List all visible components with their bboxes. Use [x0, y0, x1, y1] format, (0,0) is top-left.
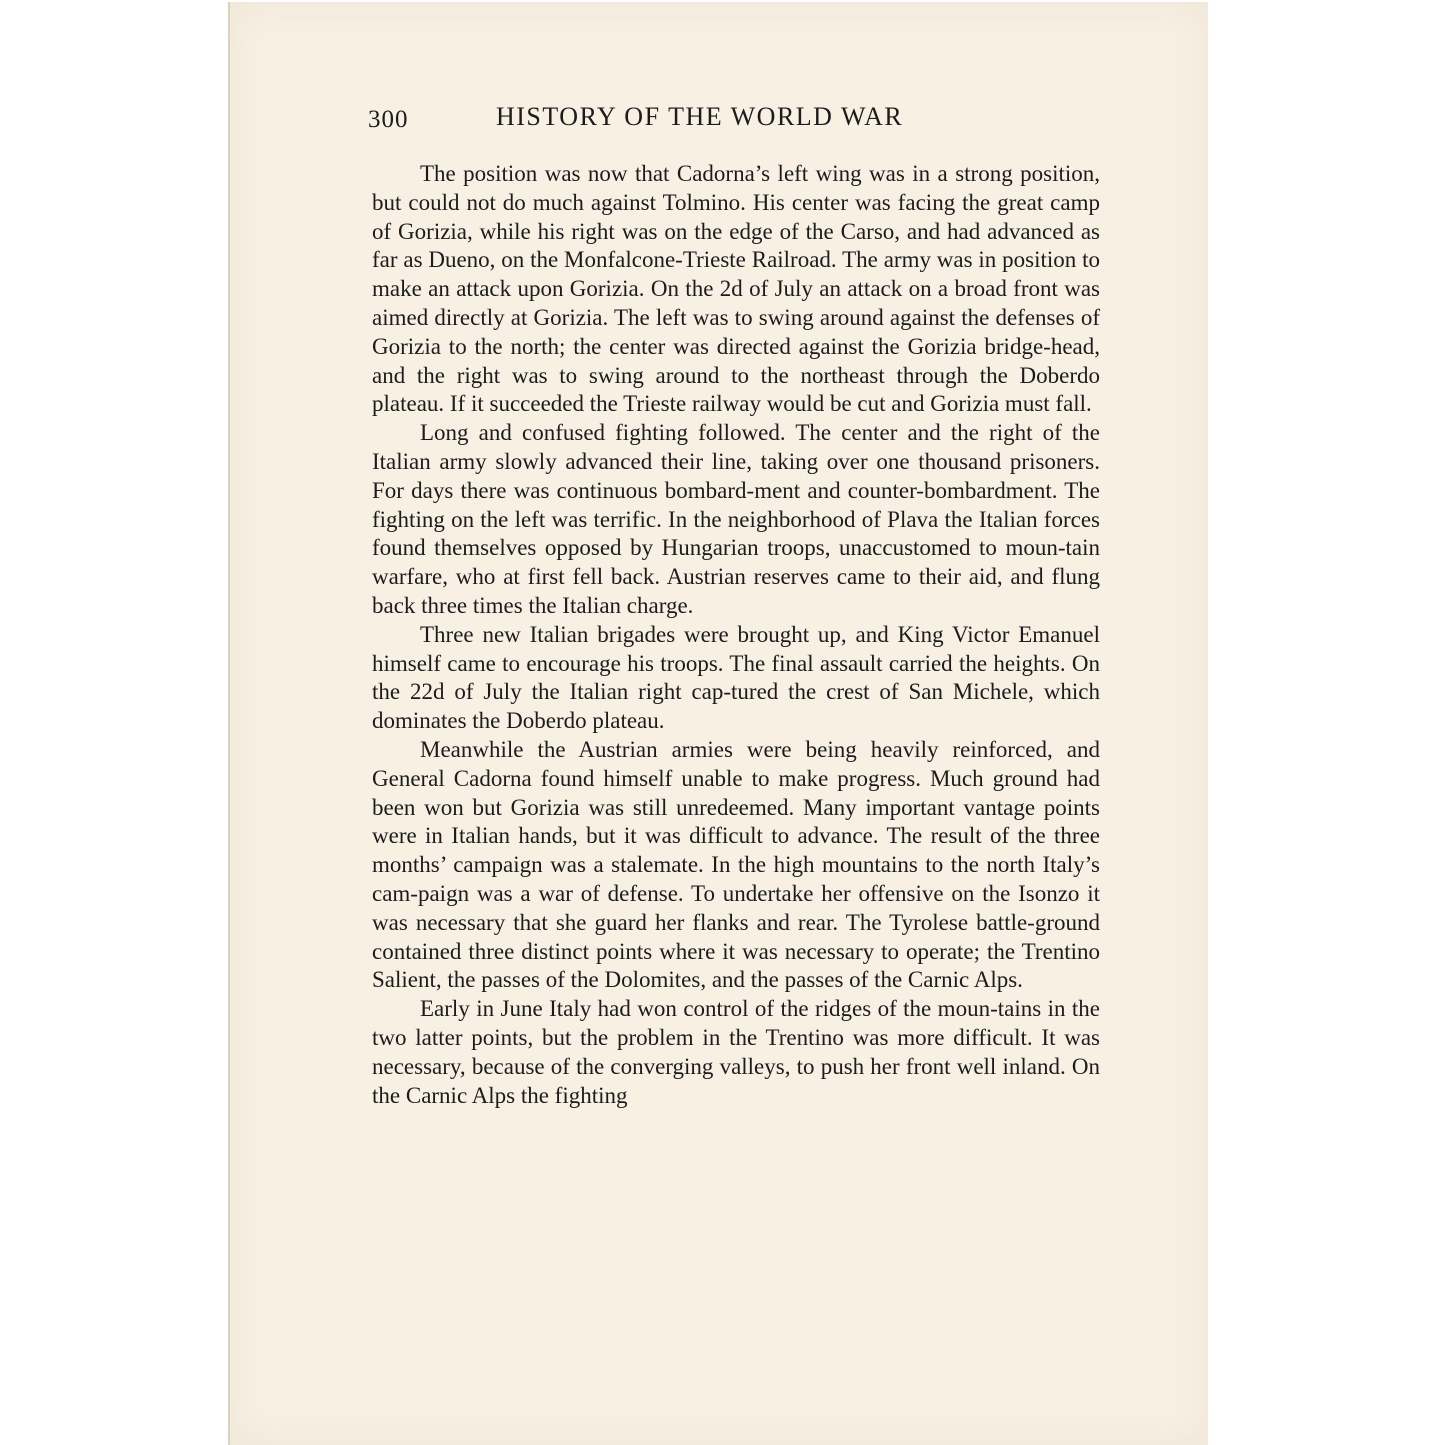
body-text	[372, 160, 1100, 1110]
paragraph: Long and confused fighting followed. The center and the right of the Italian army slowly advanced their line, taking over one thousand prisoners. For days there was continuous bombard-ment and counter-bombardment. The fighting on the left was terrific. In the neighborhood of Plava the Italian forces found themselves opposed by Hungarian troops, unaccustomed to moun-tain warfare, who at first fell back. Austrian reserves came to their aid, and flung back three times the Italian charge.	[372, 420, 1100, 618]
paragraph: The position was now that Cadorna’s left wing was in a strong position, but could not do much against Tolmino. His center was facing the great camp of Gorizia, while his right was on the edge of the Carso, and had advanced as far as Dueno, on the Monfalcone-Trieste Railroad. The army was in position to make an attack upon Gorizia. On the 2d of July an attack on a broad front was aimed directly at Gorizia. The left was to swing around against the defenses of Gorizia to the north; the center was directed against the Gorizia bridge-head, and the right was to swing around to the northeast through the Doberdo plateau. If it succeeded the Trieste railway would be cut and Gorizia must fall.	[372, 161, 1100, 417]
paragraph: Meanwhile the Austrian armies were being heavily reinforced, and General Cadorna found himself unable to make progress. Much ground had been won but Gorizia was still unredeemed. Many important vantage points were in Italian hands, but it was difficult to advance. The result of the three months’ campaign was a stalemate. In the high mountains to the north Italy’s cam-paign was a war of defense. To undertake her offensive on the Isonzo it was necessary that she guard her flanks and rear. The Tyrolese battle-ground contained three distinct points where it was necessary to operate; the Trentino Salient, the passes of the Dolomites, and the passes of the Carnic Alps.	[372, 736, 1100, 993]
running-title: HISTORY OF THE WORLD WAR	[496, 102, 904, 131]
page-header	[368, 100, 1098, 140]
paragraph: Early in June Italy had won control of the ridges of the moun-tains in the two latter points, but the problem in the Trentino was more difficult. It was necessary, because of the converging valleys, to push her front well inland. On the Carnic Alps the fighting	[372, 996, 1100, 1108]
page-number: 300	[368, 106, 409, 133]
paragraph: Three new Italian brigades were brought up, and King Victor Emanuel himself came to encourage his troops. The final assault carried the heights. On the 22d of July the Italian right cap-tured the crest of San Michele, which dominates the Doberdo plateau.	[372, 621, 1100, 734]
